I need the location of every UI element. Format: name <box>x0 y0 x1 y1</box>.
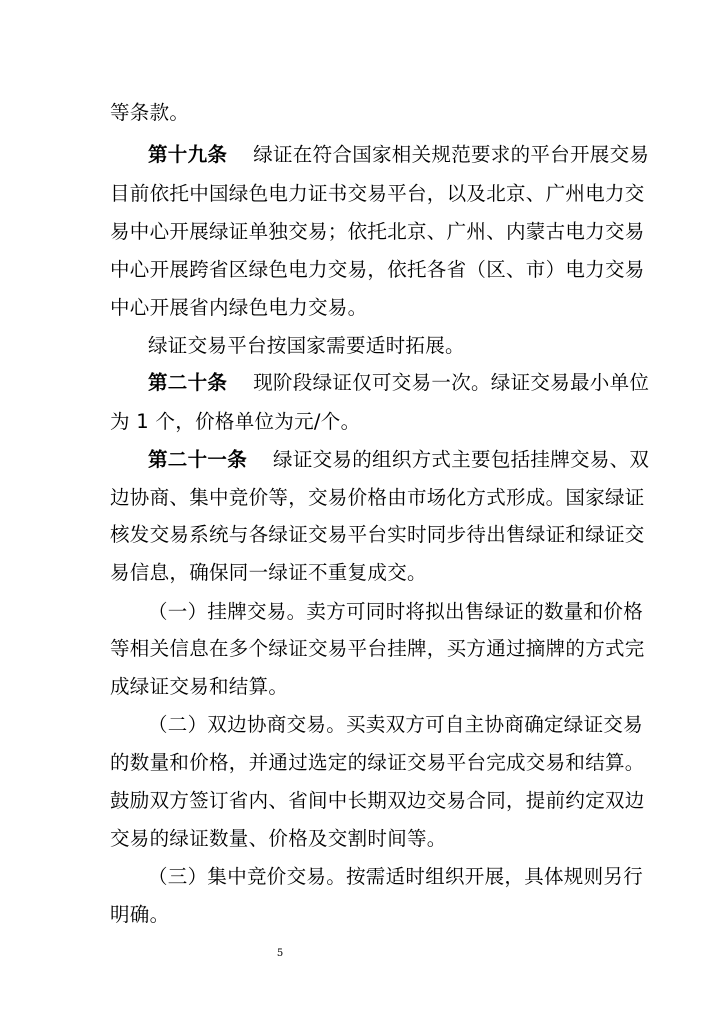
text-line: （一）挂牌交易。卖方可同时将拟出售绿证的数量和价格 <box>148 600 644 623</box>
text-line: 绿证交易平台按国家需要适时拓展。 <box>148 334 465 357</box>
text-line: （三）集中竞价交易。按需适时组织开展，具体规则另行 <box>148 865 644 888</box>
article-heading-line: 第二十条 现阶段绿证仅可交易一次。绿证交易最小单位 <box>148 371 650 394</box>
text-line: 为 1 个，价格单位为元/个。 <box>110 410 361 433</box>
text-line: 易中心开展绿证单独交易；依托北京、广州、内蒙古电力交易 <box>110 220 645 243</box>
text-line: 目前依托中国绿色电力证书交易平台，以及北京、广州电力交 <box>110 182 645 205</box>
text-line: 的数量和价格，并通过选定的绿证交易平台完成交易和结算。 <box>110 751 645 774</box>
text-line: 中心开展跨省区绿色电力交易，依托各省（区、市）电力交易 <box>110 258 645 281</box>
article-heading-line: 第二十一条 绿证交易的组织方式主要包括挂牌交易、双 <box>148 448 650 471</box>
article-heading-line: 第十九条 绿证在符合国家相关规范要求的平台开展交易 <box>148 143 650 166</box>
text-line: 边协商、集中竞价等，交易价格由市场化方式形成。国家绿证 <box>110 486 645 509</box>
text-line: 成绿证交易和结算。 <box>110 675 289 698</box>
page-number: 5 <box>276 948 284 959</box>
text-line: 等相关信息在多个绿证交易平台挂牌，买方通过摘牌的方式完 <box>110 637 645 660</box>
text-line: 易信息，确保同一绿证不重复成交。 <box>110 561 427 584</box>
article-number: 第十九条 <box>148 143 228 166</box>
article-number: 第二十一条 <box>148 448 248 471</box>
text-line: 中心开展省内绿色电力交易。 <box>110 296 368 319</box>
text-line: （二）双边协商交易。买卖双方可自主协商确定绿证交易 <box>148 713 644 736</box>
text-line: 明确。 <box>110 903 170 926</box>
text-line: 核发交易系统与各绿证交易平台实时同步待出售绿证和绿证交 <box>110 523 645 546</box>
article-number: 第二十条 <box>148 371 228 394</box>
text-line: 等条款。 <box>110 101 190 124</box>
text-line: 鼓励双方签订省内、省间中长期双边交易合同，提前约定双边 <box>110 789 645 812</box>
text-line: 交易的绿证数量、价格及交割时间等。 <box>110 827 447 850</box>
